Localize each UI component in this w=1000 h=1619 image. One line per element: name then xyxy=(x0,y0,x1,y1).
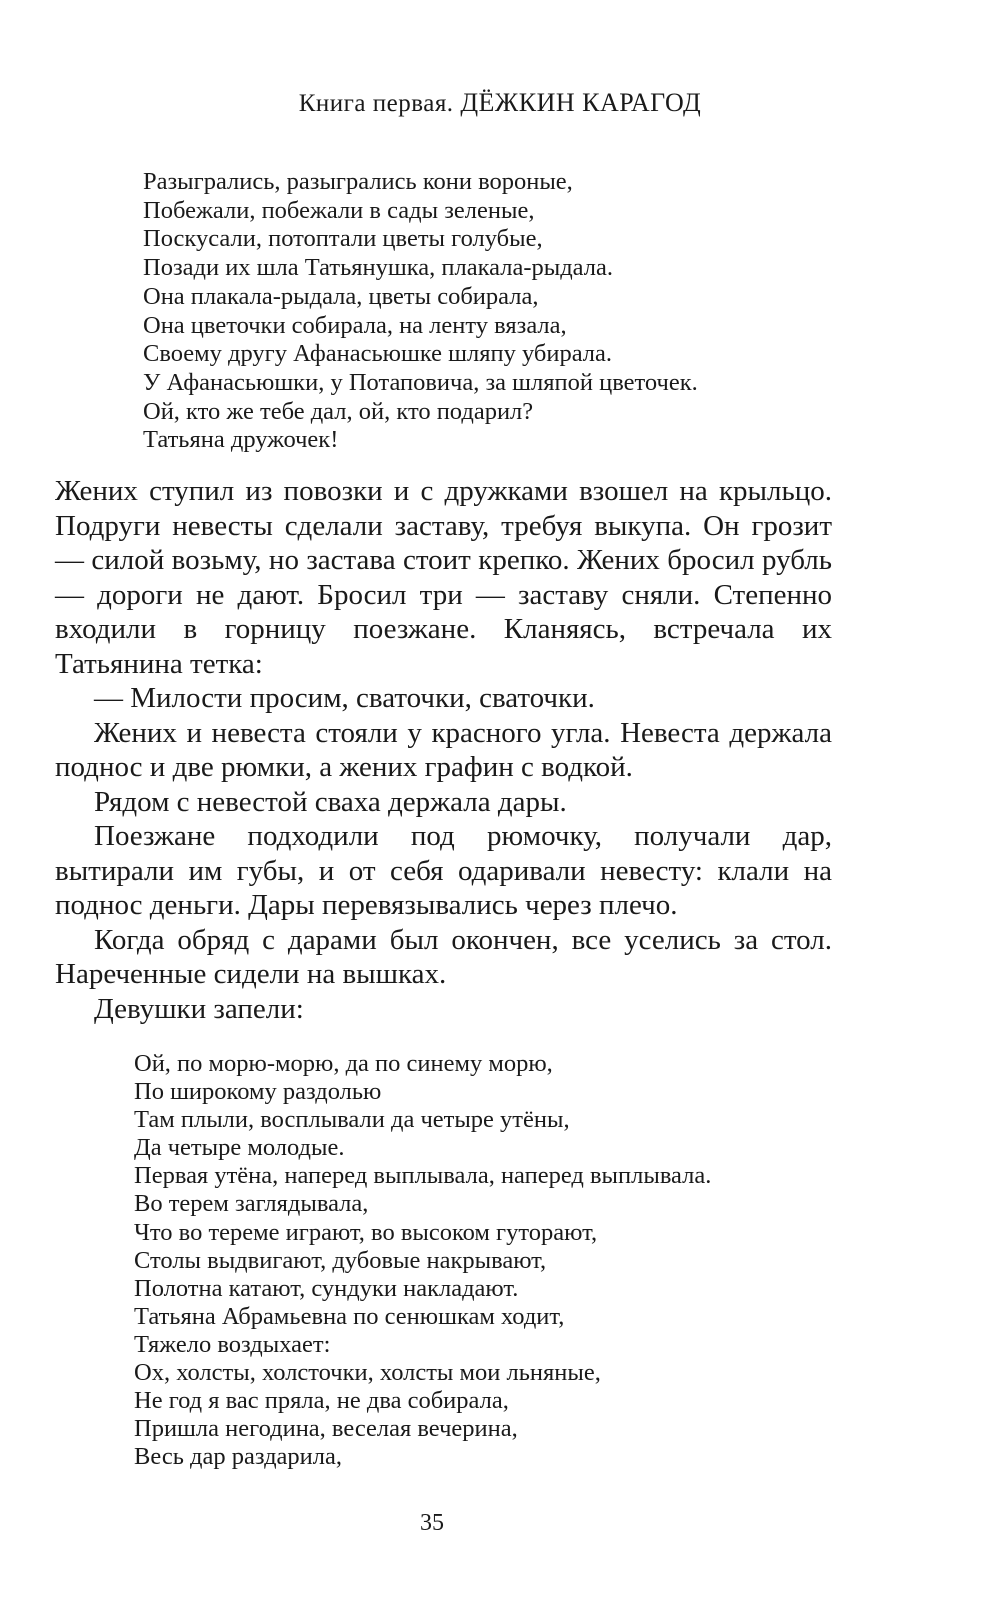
paragraph: — Милости просим, сваточки, сваточки. xyxy=(94,682,595,714)
page-number: 35 xyxy=(420,1510,444,1536)
verse-line: Весь дар раздарила, xyxy=(134,1443,342,1471)
paragraph: Девушки запели: xyxy=(94,992,304,1025)
verse-line: Тяжело воздыхает: xyxy=(134,1330,331,1358)
paragraph: Рядом с невестой сваха держала дары. xyxy=(94,785,567,818)
running-head xyxy=(0,88,1000,118)
verse-line: Татьяна дружочек! xyxy=(143,426,339,454)
verse-line: Первая утёна, наперед выплывала, наперед выплывала. xyxy=(134,1162,712,1190)
verse-line: Татьяна Абрамьевна по сенюшкам ходит, xyxy=(134,1302,565,1330)
prose-body xyxy=(55,474,832,1026)
verse-line: Столы выдвигают, дубовые накрывают, xyxy=(134,1246,547,1274)
paragraph: Жених ступил из повозки и с дружками взошел на крыльцо. Подруги невесты сделали заставу, требуя выкупа. Он грозит — силой возьму, но застава стоит крепко. Жених бросил рубль — дороги не дают. Бросил три — заставу сняли. Степенно входили в горницу поезжане. Кланяясь, встречала их Татьянина тетка: xyxy=(55,475,832,680)
verse-line: Своему другу Афанасьюшке шляпу убирала. xyxy=(143,340,613,368)
verse-line: Она плакала-рыдала, цветы собирала, xyxy=(143,282,539,310)
verse-line: Пришла негодина, веселая вечерина, xyxy=(134,1415,518,1443)
running-head-book: Книга первая. xyxy=(298,90,454,117)
verse-line: Разыгрались, разыгрались кони вороные, xyxy=(143,168,573,195)
song-verse-1 xyxy=(143,168,698,455)
verse-line: Ох, холсты, холсточки, холсты мои льняные, xyxy=(134,1359,601,1387)
verse-line: Она цветочки собирала, на ленту вязала, xyxy=(143,311,567,339)
verse-line: Там плыли, восплывали да четыре утёны, xyxy=(134,1106,570,1134)
verse-line: Во терем заглядывала, xyxy=(134,1190,369,1218)
verse-line: Не год я вас пряла, не два собирала, xyxy=(134,1387,509,1415)
verse-line: Поскусали, потоптали цветы голубые, xyxy=(143,225,543,253)
verse-line: По широкому раздолью xyxy=(134,1078,382,1106)
verse-line: Ой, по морю-морю, да по синему морю, xyxy=(134,1050,553,1077)
paragraph: Когда обряд с дарами был окончен, все уселись за стол. Нареченные сидели на вышках. xyxy=(55,923,832,990)
verse-line: У Афанасьюшки, у Потаповича, за шляпой цветочек. xyxy=(143,368,698,396)
verse-line: Ой, кто же тебе дал, ой, кто подарил? xyxy=(143,397,534,425)
verse-line: Полотна катают, сундуки накладают. xyxy=(134,1274,519,1302)
running-head-title: ДЁЖКИН КАРАГОД xyxy=(460,88,702,117)
paragraph: Поезжане подходили под рюмочку, получали дар, вытирали им губы, и от себя одаривали невесту: клали на поднос деньги. Дары перевязывались через плечо. xyxy=(55,820,832,921)
verse-line: Да четыре молодые. xyxy=(134,1134,345,1162)
verse-line: Побежали, побежали в сады зеленые, xyxy=(143,196,535,224)
verse-line: Что во тереме играют, во высоком гуторают, xyxy=(134,1218,598,1246)
song-verse-2 xyxy=(134,1050,711,1471)
paragraph: Жених и невеста стояли у красного угла. Невеста держала поднос и две рюмки, а жених графин с водкой. xyxy=(55,716,832,783)
verse-line: Позади их шла Татьянушка, плакала-рыдала. xyxy=(143,254,613,282)
